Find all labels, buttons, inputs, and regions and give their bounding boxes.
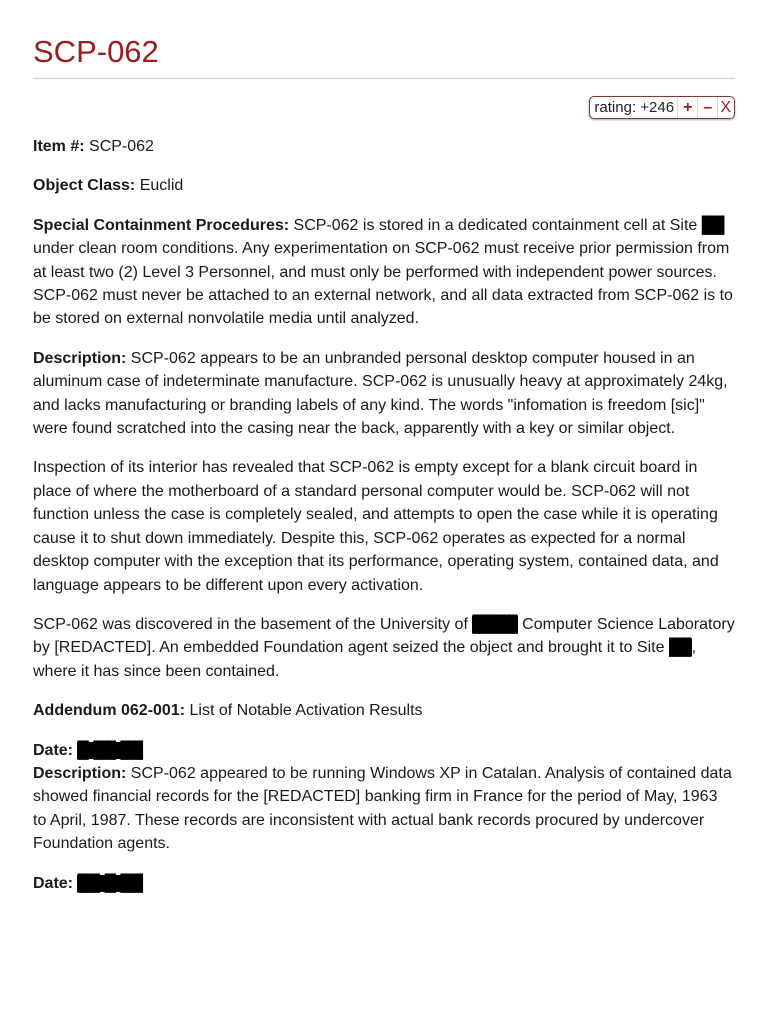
- containment-label: Special Containment Procedures:: [33, 216, 290, 234]
- discovery-text-end: , where it has since been contained.: [33, 639, 697, 680]
- inspection-paragraph: Inspection of its interior has revealed that SCP-062 is empty except for a blank circuit board in place of where the motherboard of a standard personal computer would be. SCP-062 will not function unless the case is completely sealed, and attempts to open the case while it is operating cause it to shut down immediately. Despite this, SCP-062 operates as expected for a normal desktop computer with the exception that its performance, operating system, contained data, and language appears to be different upon every activation.: [33, 459, 719, 594]
- discovery-paragraph: [33, 613, 735, 683]
- article-content: [33, 135, 735, 895]
- rating-value: rating: +246: [594, 99, 675, 116]
- redacted-date: █/██/██: [77, 741, 144, 759]
- entry-description-label: Description:: [33, 764, 127, 782]
- object-class-label: Object Class:: [33, 177, 136, 195]
- item-value: SCP-062: [89, 138, 154, 155]
- upvote-button[interactable]: +: [683, 98, 693, 116]
- date-label: Date:: [33, 741, 74, 759]
- redacted-block: ████: [472, 615, 518, 633]
- redacted-block: ██: [701, 216, 725, 234]
- downvote-button[interactable]: –: [703, 98, 713, 116]
- date-label: Date:: [33, 874, 74, 892]
- description-label: Description:: [33, 349, 127, 367]
- redacted-block: ██: [668, 639, 692, 657]
- cancel-vote-button[interactable]: X: [720, 98, 731, 116]
- item-label: Item #:: [33, 138, 85, 155]
- object-class-value: Euclid: [139, 177, 184, 195]
- addendum-label: Addendum 062-001:: [33, 702, 186, 720]
- discovery-text: SCP-062 was discovered in the basement of the University of: [33, 615, 468, 633]
- redacted-date: ██/█/██: [77, 874, 144, 892]
- addendum-heading: [33, 699, 735, 722]
- discovery-text-cont: Computer Science Laboratory by [REDACTED]. An embedded Foundation agent seized the object and brought it to Site: [33, 615, 735, 657]
- description-text: SCP-062 appears to be an unbranded personal desktop computer housed in an aluminum case of indeterminate manufacture. SCP-062 is unusually heavy at approximately 24kg, and lacks manufacturing or branding labels of any kind. The words "infomation is freedom [sic]" were found scratched into the casing near the back, apparently with a key or similar object.: [33, 349, 728, 438]
- entry-description: [33, 762, 735, 856]
- entry-date: [33, 739, 735, 762]
- containment-procedures: [33, 214, 735, 331]
- entry-description-text: SCP-062 appeared to be running Windows XP in Catalan. Analysis of contained data showed financial records for the [REDACTED] banking firm in France for the period of May, 1963 to April, 1987. These records are inconsistent with actual bank records procured by undercover Foundation agents.: [33, 764, 732, 853]
- containment-text-cont: under clean room conditions. Any experimentation on SCP-062 must receive prior permission from at least two (2) Level 3 Personnel, and must only be performed with independent power sources. SCP-062 must never be attached to an external network, and all data extracted from SCP-062 is to be stored on external nonvolatile media until analyzed.: [33, 240, 733, 328]
- containment-text: SCP-062 is stored in a dedicated containment cell at Site: [293, 216, 698, 234]
- entry-date: [33, 872, 735, 895]
- page-title: SCP-062: [33, 34, 159, 69]
- rating-row: [33, 79, 735, 135]
- rating-module: [589, 96, 735, 119]
- object-class: [33, 174, 735, 197]
- addendum-text: List of Notable Activation Results: [189, 702, 423, 720]
- item-number: [33, 135, 735, 158]
- description: [33, 347, 735, 441]
